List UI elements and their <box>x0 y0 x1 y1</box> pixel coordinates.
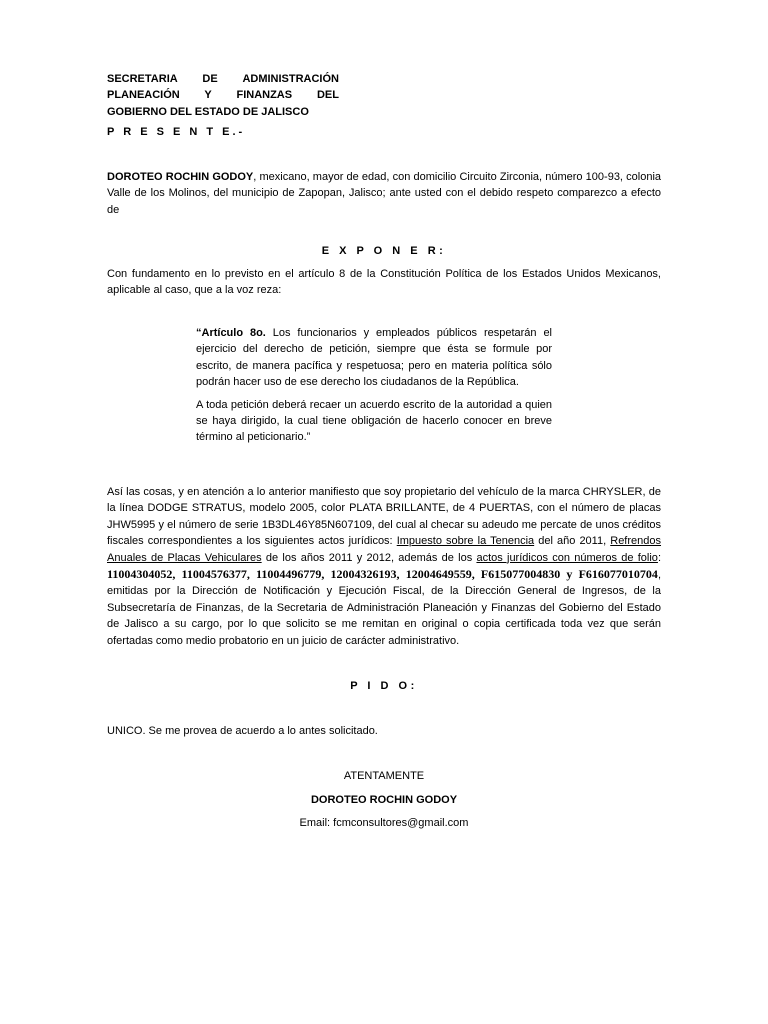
intro-paragraph <box>107 169 661 218</box>
refrendos-text: Refrendos Anuales de Placas Vehiculares <box>107 535 662 564</box>
body-text: Así las cosas, y en atención a lo anterior manifiesto que soy propietario del vehículo de la marca CHRYSLER, de la línea DODGE STRATUS, modelo 2005, color PLATA BRILLANTE, de 4 PUERTAS, con el número de placas JHW5995 y el número de serie 1B3DL46Y85N607109, del cual al checar su adeudo me percate de unos créditos fiscales correspondientes a los siguientes actos jurídicos: <box>107 486 661 548</box>
recipient-line: PLANEACIÓN Y FINANZAS DEL <box>107 89 339 102</box>
quote-article: “Artículo 8o. <box>196 327 266 339</box>
fundamento-paragraph: Con fundamento en lo previsto en el artículo 8 de la Constitución Política de los Estados Unidos Mexicanos, aplicable al caso, que a la voz reza: <box>107 268 661 297</box>
petitioner-name: DOROTEO ROCHIN GODOY <box>107 171 254 183</box>
quote-text: Los funcionarios y empleados públicos respetarán el ejercicio del derecho de petición, siempre que ésta se formule por escrito, de manera pacífica y respetuosa; pero en materia política sólo podrán hacer uso de ese derecho los ciudadanos de la República. <box>196 327 553 389</box>
exponer-heading: E X P O N E R: <box>321 245 447 257</box>
pido-heading: P I D O: <box>350 680 418 692</box>
body-text: : <box>657 551 661 564</box>
intro-text: , mexicano, mayor de edad, con domicilio Circuito Zirconia, número 100-93, colonia Valle de los Molinos, del municipio de Zapopan, Jalisco; ante usted con el debido respeto comparezco a efecto de <box>107 171 662 216</box>
recipient-line: GOBIERNO DEL ESTADO DE JALISCO <box>107 105 309 118</box>
recipient-line: SECRETARIA DE ADMINISTRACIÓN <box>107 73 339 85</box>
body-text: del año 2011, <box>534 535 611 548</box>
signature-name: DOROTEO ROCHIN GODOY <box>310 794 458 806</box>
article-quote <box>196 325 552 452</box>
folio-numbers: 11004304052, 11004576377, 11004496779, 12004326193, 12004649559, F615077004830 y F616077010704 <box>107 567 658 582</box>
closing: ATENTAMENTE <box>343 770 425 782</box>
greeting: P R E S E N T E.- <box>107 126 246 138</box>
tenencia-text: Impuesto sobre la Tenencia <box>396 535 535 548</box>
body-paragraph <box>107 484 661 649</box>
recipient-block <box>107 71 339 120</box>
unico-paragraph: UNICO. Se me provea de acuerdo a lo antes solicitado. <box>107 725 378 737</box>
body-text: de los años 2011 y 2012, además de los <box>261 551 477 564</box>
actos-text: actos jurídicos con números de folio <box>476 551 658 564</box>
body-text: , emitidas por la Dirección de Notificación y Ejecución Fiscal, de la Dirección General de Ingresos, de la Subsecretaría de Finanzas, de la Secretaria de Administración Planeación y Finanzas del Gobierno del Estado de Jalisco a su cargo, por lo que solicito se me remitan en original o copia certificada toda vez que serán ofertadas como medio probatorio en un juicio de carácter administrativo. <box>107 569 661 647</box>
quote-paragraph: A toda petición deberá recaer un acuerdo escrito de la autoridad a quien se haya dirigido, la cual tiene obligación de hacerlo conocer en breve término al peticionario.” <box>196 398 552 444</box>
quote-paragraph <box>196 325 552 391</box>
email: Email: fcmconsultores@gmail.com <box>299 817 469 829</box>
